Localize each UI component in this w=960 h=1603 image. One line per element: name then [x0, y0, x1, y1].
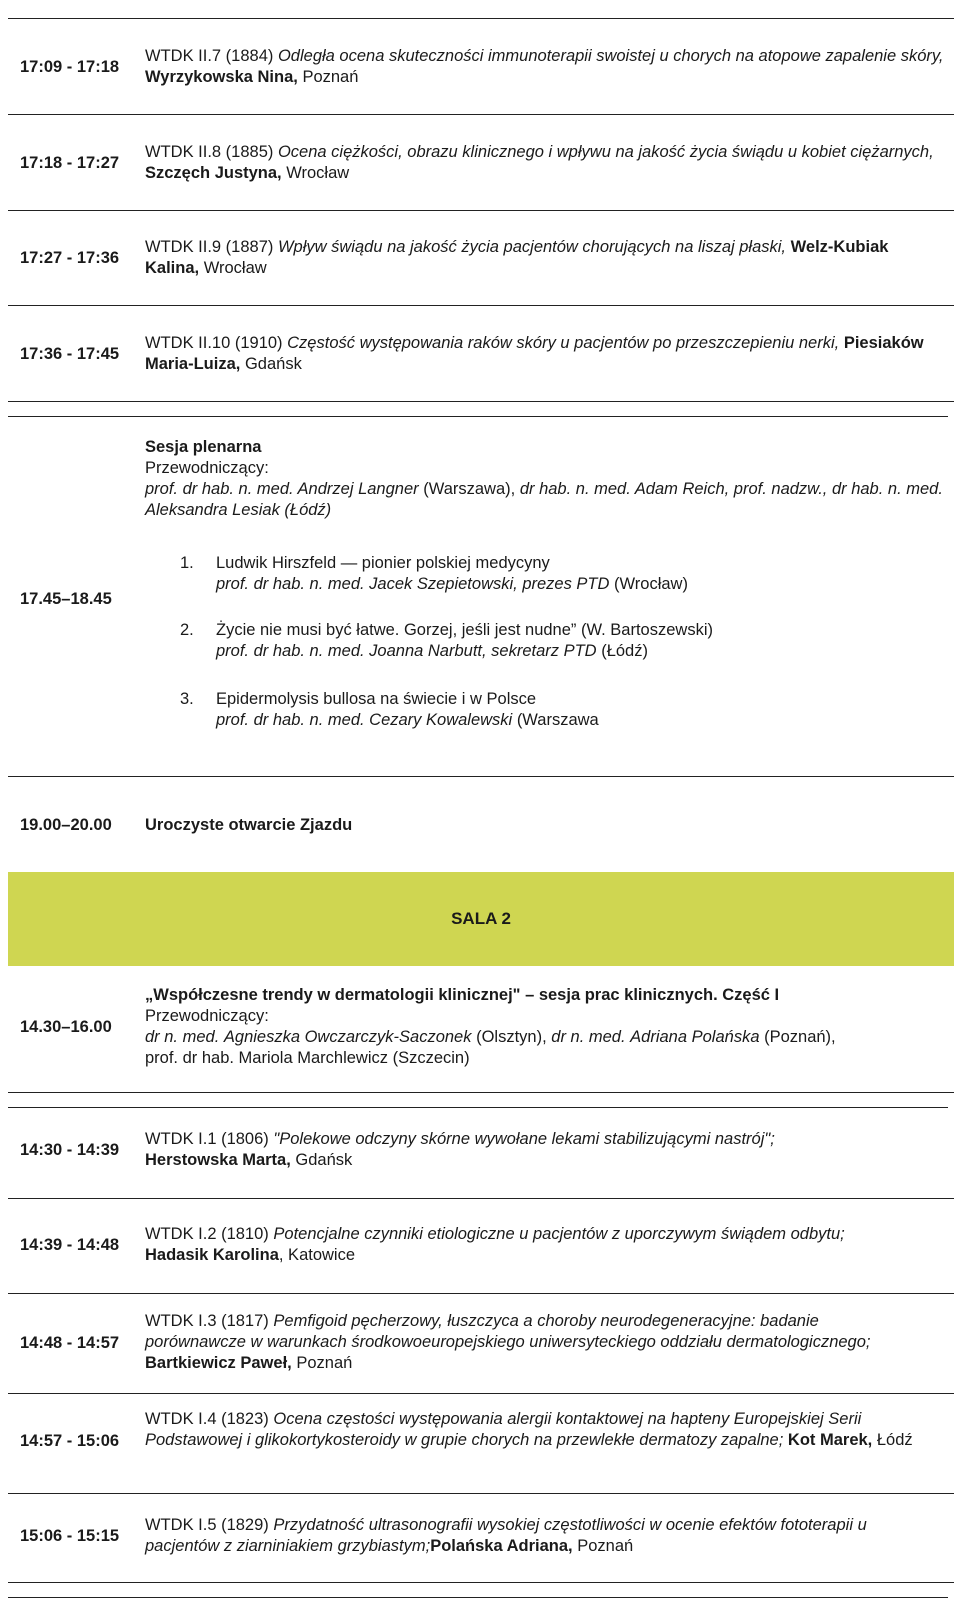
chair-name: Agnieszka Owczarczyk-Saczonek [223, 1028, 472, 1046]
abstract-author: Bartkiewicz Paweł, [145, 1354, 292, 1372]
chairs [145, 1027, 945, 1048]
divider [8, 401, 954, 402]
abstract-author: Welz-Kubiak Kalina, [145, 238, 889, 277]
abstract-entry [145, 1409, 920, 1451]
time-slot: 19.00–20.00 [20, 816, 112, 834]
time-slot: 17.45–18.45 [20, 590, 112, 608]
time-slot: 17:09 - 17:18 [20, 58, 120, 76]
session-header [145, 985, 945, 1069]
lecture-city: (Warszawa [516, 711, 599, 729]
lecture-speaker: prof. dr hab. n. med. Jacek Szepietowski, prezes PTD [216, 575, 610, 593]
chair-name: dr hab. n. med. Adam Reich, prof. nadzw., dr hab. n. med. Aleksandra Lesiak (Łódź) [145, 480, 943, 519]
divider [8, 1597, 948, 1598]
chair-degree: dr n. med. [145, 1028, 220, 1046]
divider [8, 1293, 954, 1294]
chairs [145, 479, 945, 521]
lecture-title: Ludwik Hirszfeld — pionier polskiej medycyny [216, 554, 550, 572]
abstract-code: WTDK II.9 (1887) [145, 238, 274, 256]
abstract-author: Kot Marek, [787, 1431, 873, 1449]
divider [8, 1393, 954, 1394]
divider [8, 114, 954, 115]
time-slot: 15:06 - 15:15 [20, 1527, 120, 1545]
divider [8, 1493, 954, 1494]
chair-name: Adriana Polańska [630, 1028, 760, 1046]
abstract-city: Poznań [296, 1354, 353, 1372]
lecture-city: (Wrocław) [614, 575, 688, 593]
time-slot: 17:27 - 17:36 [20, 249, 120, 267]
abstract-title: Potencjalne czynniki etiologiczne u pacjentów z uporczywym świądem odbytu; [273, 1225, 845, 1243]
abstract-code: WTDK I.1 (1806) [145, 1130, 269, 1148]
session-title: Sesja plenarna [145, 438, 262, 456]
abstract-title: Ocena częstości występowania alergii kontaktowej na hapteny Europejskiej Serii Podstawowej i glikokortykosteroidy w grupie chorych na przewlekłe dermatozy zapalne; [145, 1410, 862, 1449]
divider [8, 18, 954, 19]
time-slot: 14:39 - 14:48 [20, 1236, 120, 1254]
divider [8, 776, 954, 777]
time-slot: 14:57 - 15:06 [20, 1432, 120, 1450]
abstract-author: Herstowska Marta, [145, 1151, 291, 1169]
abstract-code: WTDK I.4 (1823) [145, 1410, 269, 1428]
abstract-entry [145, 1311, 920, 1374]
time-slot: 14:30 - 14:39 [20, 1141, 120, 1159]
chair-name: prof. dr hab. n. med. Andrzej Langner [145, 480, 419, 498]
abstract-title: Wpływ świądu na jakość życia pacjentów chorujących na liszaj płaski, [277, 238, 787, 256]
abstract-entry [145, 1129, 795, 1171]
lecture-speaker: prof. dr hab. n. med. Cezary Kowalewski [216, 711, 513, 729]
chair-city: (Warszawa), [423, 480, 516, 498]
abstract-code: WTDK II.10 (1910) [145, 334, 283, 352]
abstract-title: Przydatność ultrasonografii wysokiej częstotliwości w ocenie efektów fototerapii u pacjentów z ziarniniakiem grzybiastym; [145, 1516, 867, 1555]
abstract-entry [145, 142, 945, 184]
chair-degree: dr n. med. [551, 1028, 626, 1046]
abstract-code: WTDK I.3 (1817) [145, 1312, 269, 1330]
abstract-author: Piesiaków Maria-Luiza, [145, 334, 924, 373]
abstract-title: Pemfigoid pęcherzowy, łuszczyca a choroby neurodegeneracyjne: badanie porównawcze w warunkach środkowoeuropejskiego uniwersyteckiego oddziału dermatologicznego; [145, 1312, 871, 1351]
abstract-author: Szczęch Justyna, [145, 164, 282, 182]
chair-label: Przewodniczący: [145, 1007, 269, 1025]
abstract-code: WTDK II.7 (1884) [145, 47, 274, 65]
abstract-city: Gdańsk [244, 355, 302, 373]
abstract-author: Hadasik Karolina [145, 1246, 279, 1264]
divider [8, 210, 954, 211]
chair-label: Przewodniczący: [145, 459, 269, 477]
lecture-title: Epidermolysis bullosa na świecie i w Polsce [216, 690, 537, 708]
time-slot: 14.30–16.00 [20, 1018, 112, 1036]
plenary-header [145, 437, 945, 521]
event-title: Uroczyste otwarcie Zjazdu [145, 816, 353, 834]
item-number: 2. [180, 621, 194, 639]
time-slot: 17:18 - 17:27 [20, 154, 120, 172]
abstract-city: Poznań [577, 1537, 634, 1555]
lecture-city: (Łódź) [601, 642, 648, 660]
lecture-title: Życie nie musi być łatwe. Gorzej, jeśli jest nudne” (W. Bartoszewski) [216, 621, 713, 639]
chair-city: (Poznań), [764, 1028, 836, 1046]
divider [8, 305, 954, 306]
abstract-city: Łódź [876, 1431, 913, 1449]
abstract-title: Odległa ocena skuteczności immunoterapii swoistej u chorych na atopowe zapalenie skóry, [277, 47, 944, 65]
abstract-city: Poznań [302, 68, 359, 86]
abstract-entry [145, 1515, 905, 1557]
abstract-title: Częstość występowania raków skóry u pacjentów po przeszczepieniu nerki, [287, 334, 840, 352]
abstract-entry [145, 46, 945, 88]
abstract-city: Wrocław [203, 259, 267, 277]
divider [8, 1107, 948, 1108]
divider [8, 1092, 954, 1093]
room-label: SALA 2 [451, 909, 511, 928]
abstract-code: WTDK I.2 (1810) [145, 1225, 269, 1243]
abstract-title: Ocena ciężkości, obrazu klinicznego i wpływu na jakość życia świądu u kobiet ciężarnych, [277, 143, 934, 161]
abstract-entry [145, 333, 945, 375]
abstract-code: WTDK I.5 (1829) [145, 1516, 269, 1534]
item-number: 1. [180, 554, 194, 572]
divider [8, 1198, 954, 1199]
chair-city: (Olsztyn), [476, 1028, 547, 1046]
item-number: 3. [180, 690, 194, 708]
abstract-entry [145, 237, 945, 279]
room-banner [8, 872, 954, 966]
time-slot: 14:48 - 14:57 [20, 1334, 120, 1352]
abstract-code: WTDK II.8 (1885) [145, 143, 274, 161]
session-title: „Współczesne trendy w dermatologii klinicznej" – sesja prac klinicznych. Część I [145, 986, 780, 1004]
abstract-city: Wrocław [286, 164, 350, 182]
abstract-entry [145, 1224, 885, 1266]
abstract-author: Polańska Adriana, [430, 1537, 573, 1555]
chair-name: prof. dr hab. Mariola Marchlewicz (Szczecin) [145, 1049, 470, 1067]
abstract-city: Gdańsk [295, 1151, 353, 1169]
divider [8, 1582, 954, 1583]
lecture-speaker: prof. dr hab. n. med. Joanna Narbutt, sekretarz PTD [216, 642, 597, 660]
abstract-title: "Polekowe odczyny skórne wywołane lekami stabilizującymi nastrój"; [273, 1130, 775, 1148]
divider [8, 416, 948, 417]
abstract-city: , Katowice [278, 1246, 356, 1264]
abstract-author: Wyrzykowska Nina, [145, 68, 298, 86]
time-slot: 17:36 - 17:45 [20, 345, 120, 363]
